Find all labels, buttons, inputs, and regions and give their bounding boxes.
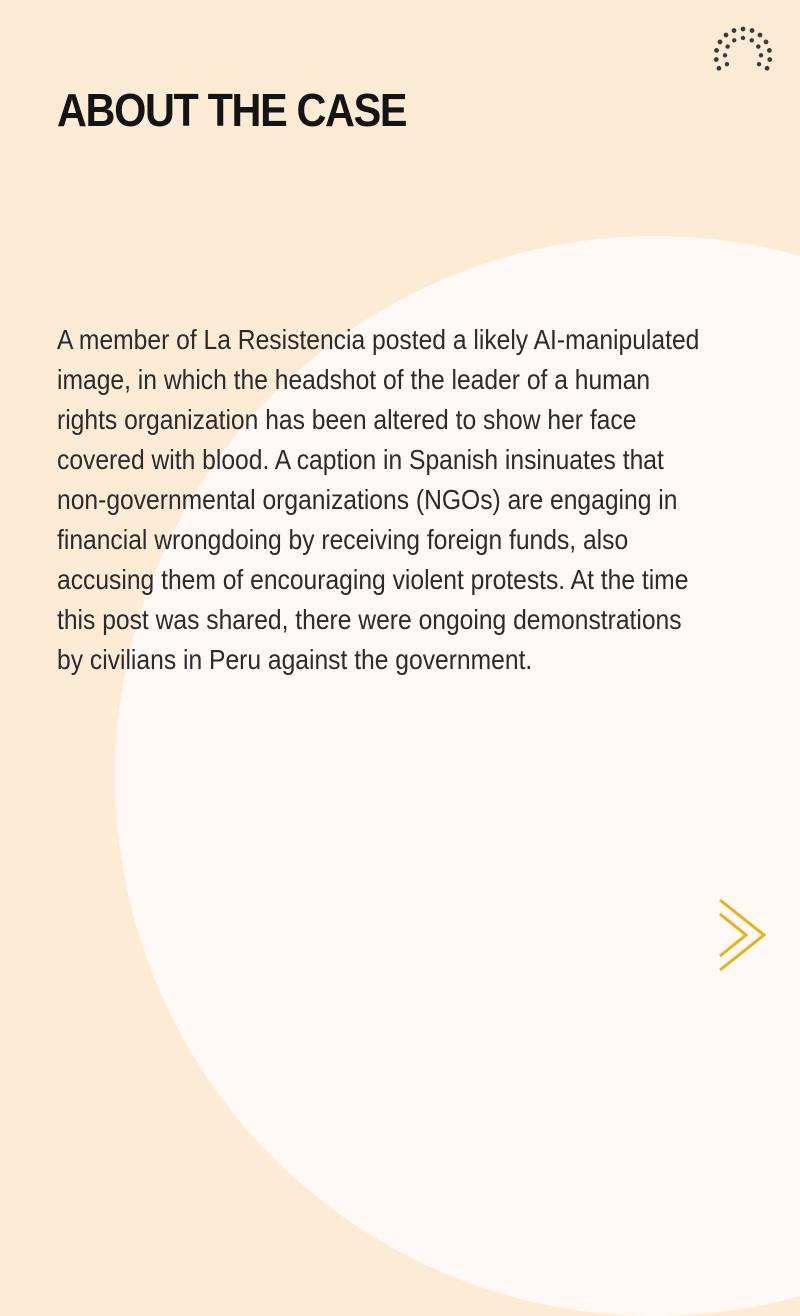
logo-dot: [764, 39, 769, 44]
logo-dot: [723, 53, 727, 57]
logo-dot: [718, 39, 723, 44]
logo-dot: [767, 48, 772, 53]
logo-dot: [714, 57, 719, 62]
logo-dot: [756, 44, 760, 48]
logo-dot: [758, 33, 763, 38]
logo-dot: [725, 62, 729, 66]
logo-dot: [759, 53, 763, 57]
logo-dot: [757, 62, 761, 66]
logo-dot: [750, 28, 755, 33]
logo-dot: [724, 33, 729, 38]
double-chevron-right-icon[interactable]: [716, 896, 770, 974]
logo-dot: [725, 44, 729, 48]
page-title: ABOUT THE CASE: [57, 84, 407, 136]
case-description: A member of La Resistencia posted a likely AI-manipulated image, in which the headshot of the leader of a human rights organization has been altered to show her face covered with blood. A caption in Spanish insinuates that non-governmental organizations (NGOs) are engaging in financial wrongdoing by receiving foreign funds, also accusing them of encouraging violent protests. At the time this post was shared, there were ongoing demonstrations by civilians in Peru against the government.: [57, 324, 700, 675]
logo-dot: [732, 38, 736, 42]
logo-dot: [741, 36, 745, 40]
logo-dot: [767, 57, 772, 62]
logo-dot: [717, 66, 722, 71]
logo-dot: [732, 28, 737, 33]
logo-dot: [714, 48, 719, 53]
logo-dot: [741, 27, 746, 32]
logo-dot: [765, 66, 770, 71]
logo-dot: [750, 38, 754, 42]
chevron-outer: [720, 900, 764, 970]
chevron-inner: [720, 914, 746, 956]
dotted-arch-logo-icon: [711, 22, 775, 80]
